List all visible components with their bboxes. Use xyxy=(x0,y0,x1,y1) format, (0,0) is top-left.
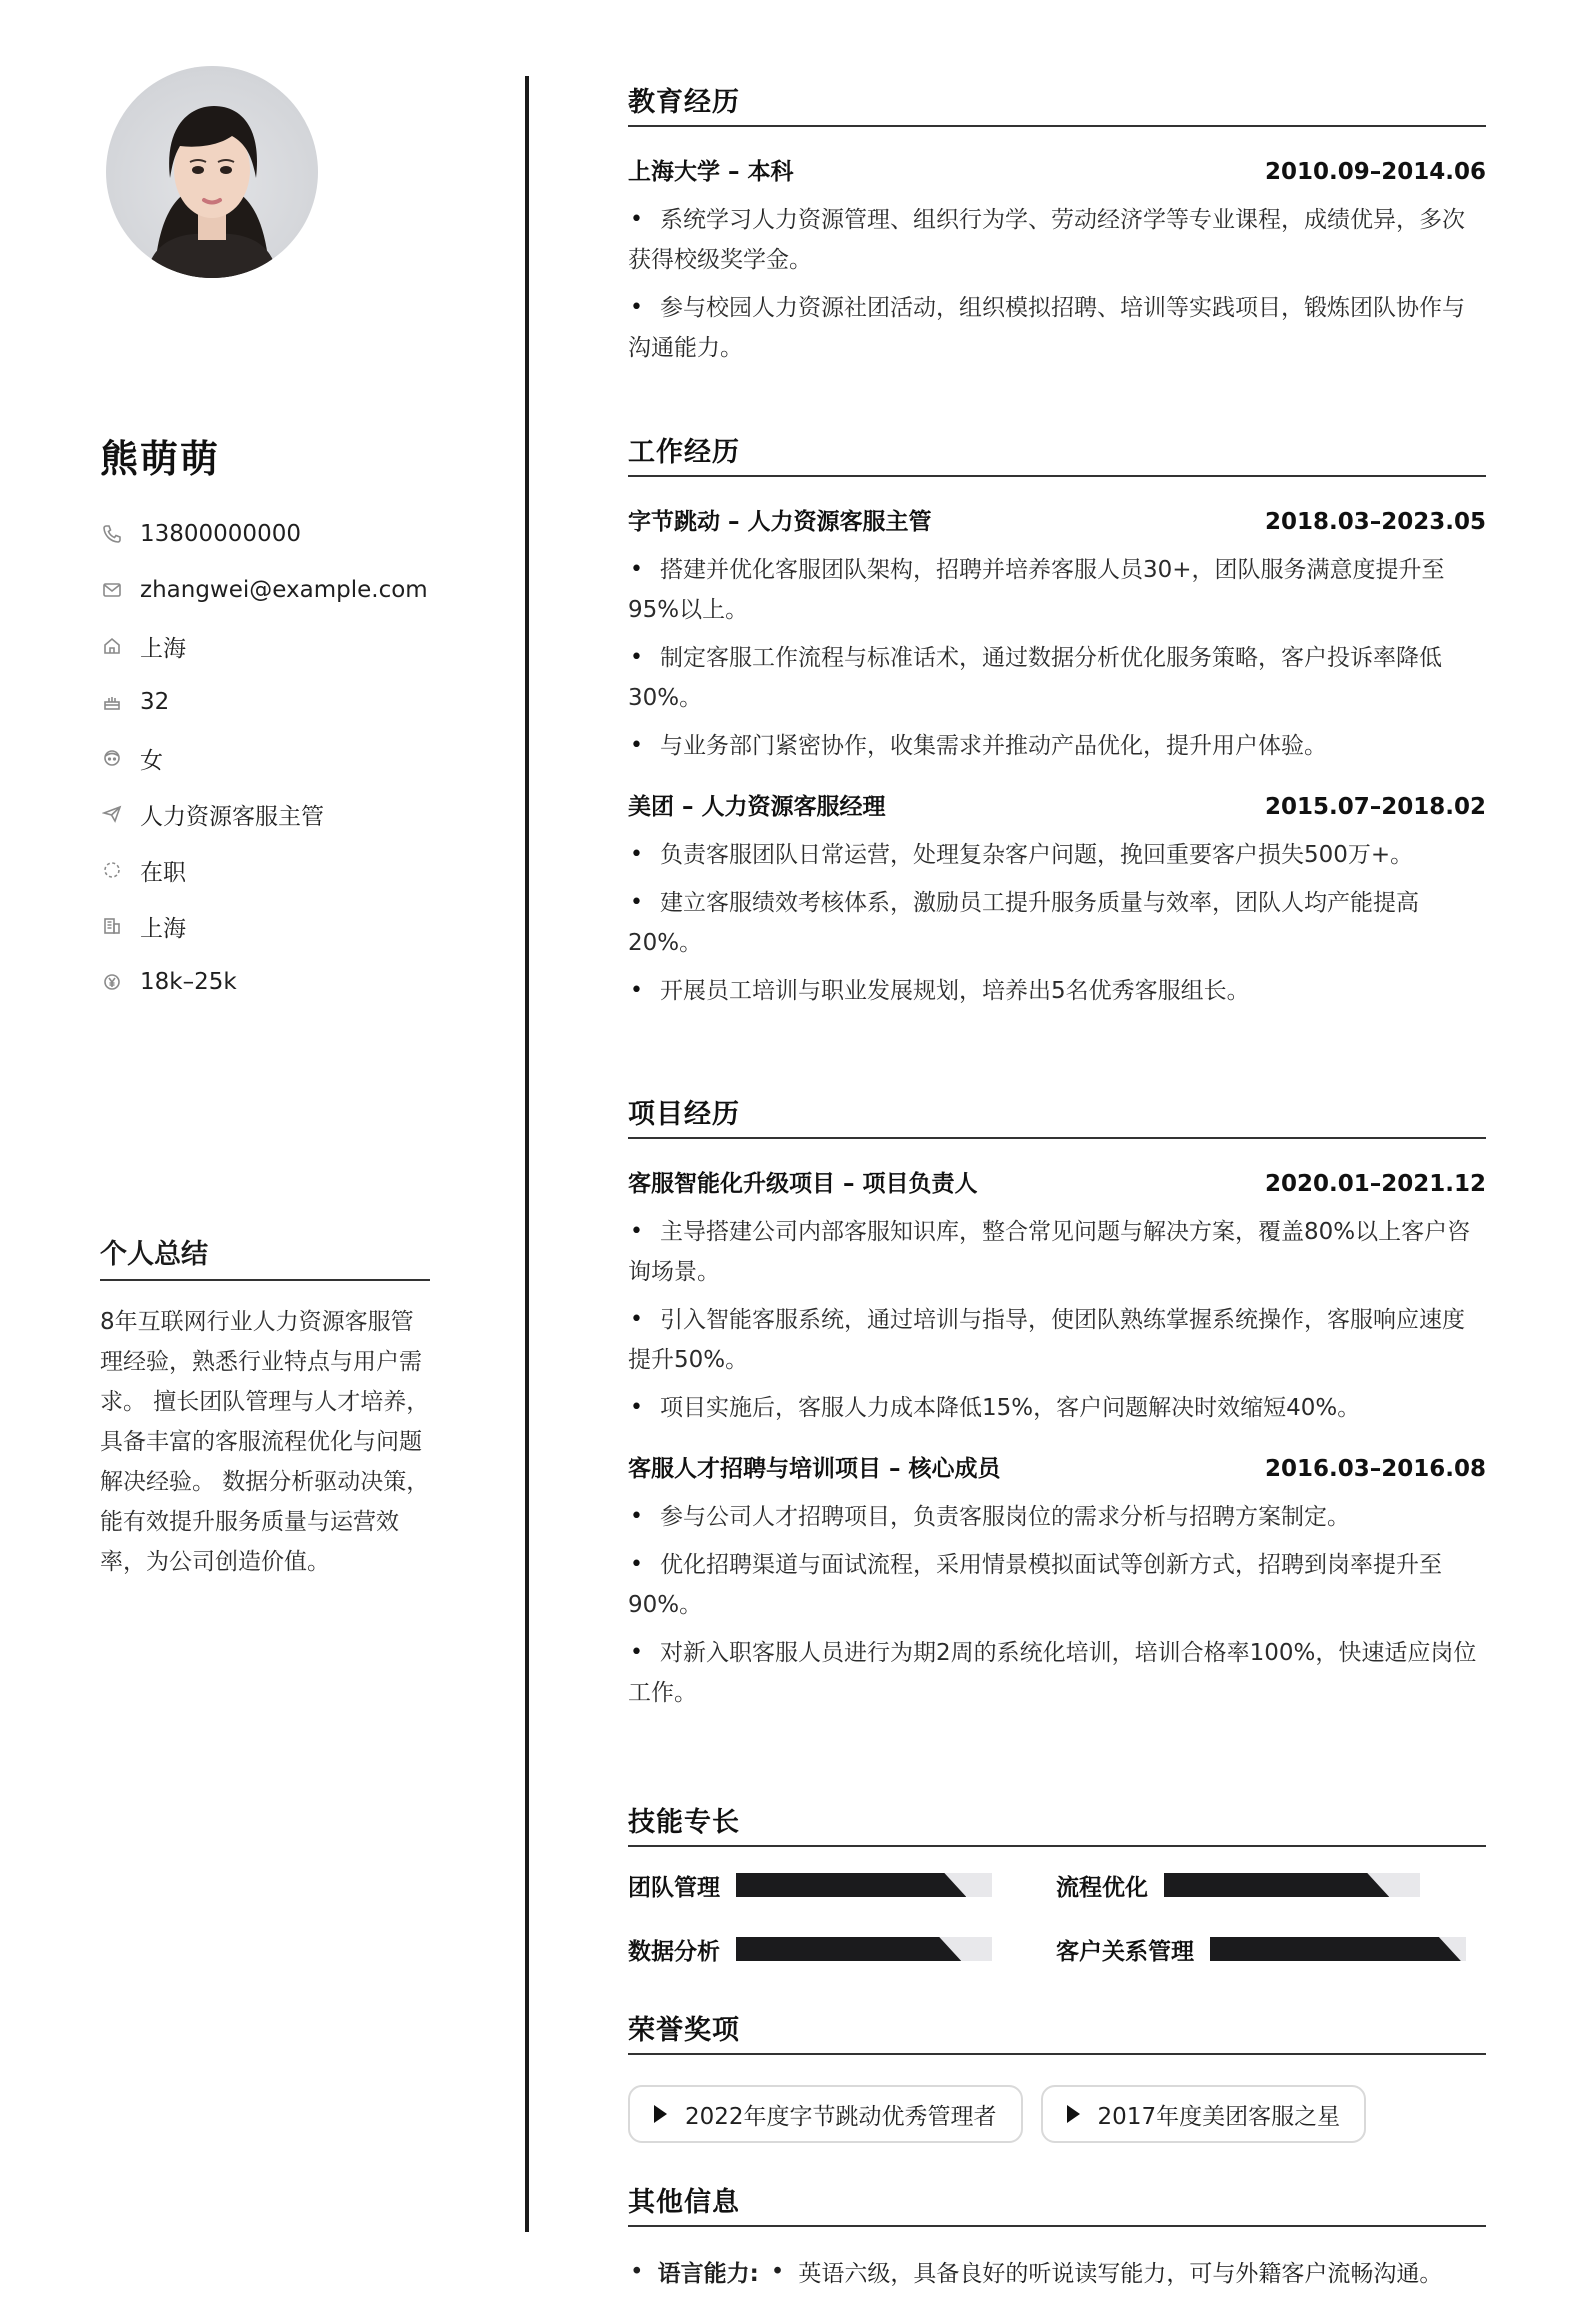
skill-item xyxy=(1056,1935,1486,1963)
award-label: 2022年度字节跳动优秀管理者 xyxy=(685,2103,997,2130)
work-entry-header xyxy=(628,503,1486,536)
summary-title: 个人总结 xyxy=(100,1232,430,1281)
skill-bar-fill xyxy=(736,1873,966,1897)
other-item xyxy=(628,2255,1486,2288)
info-position xyxy=(100,786,430,842)
awards-title: 荣誉奖项 xyxy=(628,2008,1486,2055)
bullet-icon: • xyxy=(770,2258,785,2285)
skill-bar xyxy=(736,1937,992,1961)
list-item: • 制定客服工作流程与标准话术，通过数据分析优化服务策略，客户投诉率降低30%。 xyxy=(628,638,1486,718)
status-value: 在职 xyxy=(140,859,186,886)
candidate-name: 熊萌萌 xyxy=(100,437,221,481)
work-title: 工作经历 xyxy=(628,430,1486,477)
list-item: • 引入智能客服系统，通过培训与指导，使团队熟练掌握系统操作，客服响应速度提升50%。 xyxy=(628,1300,1486,1380)
awards-list xyxy=(628,2085,1486,2143)
skills-section xyxy=(628,1800,1486,1963)
location-value: 上海 xyxy=(140,635,186,662)
education-bullets xyxy=(628,200,1486,368)
entry-date: 2020.01–2021.12 xyxy=(1264,1171,1486,1197)
status-icon xyxy=(100,858,124,882)
info-age xyxy=(100,674,430,730)
info-location xyxy=(100,618,430,674)
skill-bar-fill xyxy=(1164,1873,1389,1897)
bullet-icon: • xyxy=(630,2258,644,2285)
phone-value: 13800000000 xyxy=(140,521,301,547)
list-item: • 主导搭建公司内部客服知识库，整合常见问题与解决方案，覆盖80%以上客户咨询场景。 xyxy=(628,1212,1486,1292)
entry-title: 美团 – 人力资源客服经理 xyxy=(628,794,886,820)
info-phone xyxy=(100,506,430,562)
list-item: • 系统学习人力资源管理、组织行为学、劳动经济学等专业课程，成绩优异，多次获得校级奖学金。 xyxy=(628,200,1486,280)
skill-item xyxy=(628,1935,1056,1963)
award-chip xyxy=(1041,2085,1367,2143)
salary-value: 18k–25k xyxy=(140,969,237,995)
project-entry-header xyxy=(628,1165,1486,1198)
award-chip xyxy=(628,2085,1023,2143)
info-email xyxy=(100,562,430,618)
cake-icon xyxy=(100,690,124,714)
send-icon xyxy=(100,802,124,826)
entry-date: 2010.09–2014.06 xyxy=(1264,159,1486,185)
projects-section xyxy=(628,1092,1486,1721)
list-item: • 开展员工培训与职业发展规划，培养出5名优秀客服组长。 xyxy=(628,971,1486,1011)
list-item: • 搭建并优化客服团队架构，招聘并培养客服人员30+，团队服务满意度提升至95%以上。 xyxy=(628,550,1486,630)
list-item: • 建立客服绩效考核体系，激励员工提升服务质量与效率，团队人均产能提高20%。 xyxy=(628,883,1486,963)
skill-bar xyxy=(736,1873,992,1897)
info-status xyxy=(100,842,430,898)
avatar-portrait-icon xyxy=(106,66,318,278)
age-value: 32 xyxy=(140,689,170,715)
skills-title: 技能专长 xyxy=(628,1800,1486,1847)
skill-bar xyxy=(1210,1937,1466,1961)
phone-icon xyxy=(100,522,124,546)
work-section xyxy=(628,430,1486,1019)
work-entry-header xyxy=(628,788,1486,821)
salary-icon xyxy=(100,970,124,994)
work-bullets xyxy=(628,550,1486,766)
entry-title: 字节跳动 – 人力资源客服主管 xyxy=(628,509,932,535)
skill-name: 团队管理 xyxy=(628,1874,720,1901)
city-value: 上海 xyxy=(140,915,186,942)
education-entry-header xyxy=(628,153,1486,186)
play-triangle-icon xyxy=(1067,2105,1080,2123)
other-text: 英语六级，具备良好的听说读写能力，可与外籍客户流畅沟通。 xyxy=(798,2261,1443,2287)
gender-value: 女 xyxy=(140,747,163,774)
skill-name: 数据分析 xyxy=(628,1938,720,1965)
entry-date: 2016.03–2016.08 xyxy=(1264,1456,1486,1482)
list-item: • 参与校园人力资源社团活动，组织模拟招聘、培训等实践项目，锻炼团队协作与沟通能力。 xyxy=(628,288,1486,368)
column-divider xyxy=(525,76,529,2232)
skill-bar-fill xyxy=(1210,1937,1461,1961)
skill-name: 客户关系管理 xyxy=(1056,1938,1194,1965)
entry-title: 客服人才招聘与培训项目 – 核心成员 xyxy=(628,1456,1001,1482)
email-value: zhangwei@example.com xyxy=(140,577,428,603)
summary-text: 8年互联网行业人力资源客服管理经验，熟悉行业特点与用户需求。 擅长团队管理与人才培养，具备丰富的客服流程优化与问题解决经验。 数据分析驱动决策，能有效提升服务质量与运营效率，为公司创造价值。 xyxy=(100,1309,430,1575)
award-label: 2017年度美团客服之星 xyxy=(1097,2103,1341,2130)
contact-info-list xyxy=(100,506,430,1010)
list-item: • 优化招聘渠道与面试流程，采用情景模拟面试等创新方式，招聘到岗率提升至90%。 xyxy=(628,1545,1486,1625)
awards-section xyxy=(628,2008,1486,2143)
entry-title: 客服智能化升级项目 – 项目负责人 xyxy=(628,1171,978,1197)
skill-name: 流程优化 xyxy=(1056,1874,1148,1901)
other-section xyxy=(628,2180,1486,2288)
other-label: 语言能力: xyxy=(657,2261,759,2287)
info-salary xyxy=(100,954,430,1010)
building-icon xyxy=(100,914,124,938)
info-city xyxy=(100,898,430,954)
project-bullets xyxy=(628,1497,1486,1713)
entry-date: 2015.07–2018.02 xyxy=(1264,794,1486,820)
list-item: • 对新入职客服人员进行为期2周的系统化培训，培训合格率100%，快速适应岗位工作。 xyxy=(628,1633,1486,1713)
list-item: • 项目实施后，客服人力成本降低15%，客户问题解决时效缩短40%。 xyxy=(628,1388,1486,1428)
entry-date: 2018.03–2023.05 xyxy=(1264,509,1486,535)
skill-bar-fill xyxy=(736,1937,961,1961)
entry-title: 上海大学 – 本科 xyxy=(628,159,794,185)
mail-icon xyxy=(100,578,124,602)
home-icon xyxy=(100,634,124,658)
skill-item xyxy=(1056,1871,1486,1899)
work-bullets xyxy=(628,835,1486,1011)
avatar xyxy=(106,66,318,278)
play-triangle-icon xyxy=(654,2105,667,2123)
gender-icon xyxy=(100,746,124,770)
education-title: 教育经历 xyxy=(628,80,1486,127)
list-item: • 负责客服团队日常运营，处理复杂客户问题，挽回重要客户损失500万+。 xyxy=(628,835,1486,875)
other-title: 其他信息 xyxy=(628,2180,1486,2227)
skill-item xyxy=(628,1871,1056,1899)
project-bullets xyxy=(628,1212,1486,1428)
info-gender xyxy=(100,730,430,786)
skill-bar xyxy=(1164,1873,1420,1897)
projects-title: 项目经历 xyxy=(628,1092,1486,1139)
list-item: • 与业务部门紧密协作，收集需求并推动产品优化，提升用户体验。 xyxy=(628,726,1486,766)
project-entry-header xyxy=(628,1450,1486,1483)
skills-grid xyxy=(628,1871,1486,1963)
list-item: • 参与公司人才招聘项目，负责客服岗位的需求分析与招聘方案制定。 xyxy=(628,1497,1486,1537)
education-section xyxy=(628,80,1486,376)
position-value: 人力资源客服主管 xyxy=(140,803,324,830)
